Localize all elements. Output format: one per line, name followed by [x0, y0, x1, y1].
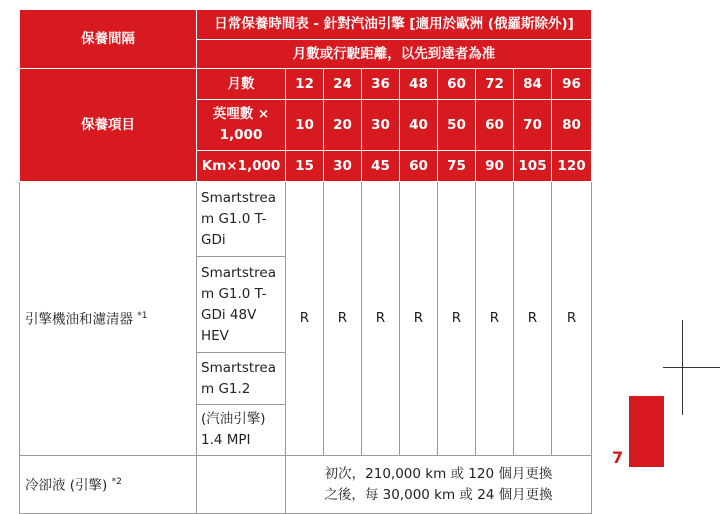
variant-line: GDi 48V	[201, 306, 257, 323]
schedule-title: 日常保養時間表 - 針對汽油引擎 [適用於歐洲 (俄羅斯除外)]	[197, 10, 592, 40]
replace-mark: R	[362, 182, 400, 456]
replace-mark: R	[438, 182, 476, 456]
engine-oil-label: 引擎機油和濾清器	[25, 311, 133, 328]
coolant-schedule	[286, 456, 592, 514]
page-number: 7	[612, 448, 624, 467]
months-label: 月數	[197, 69, 286, 100]
months-cell: 60	[438, 69, 476, 100]
engine-oil-item	[20, 182, 197, 456]
engine-variant	[197, 405, 286, 456]
months-cell: 72	[476, 69, 514, 100]
miles-label-line1: 英哩數 ×	[212, 106, 270, 122]
items-header: 保養項目	[20, 69, 197, 182]
coolant-label: 冷卻液 (引擎)	[25, 477, 108, 494]
variant-line: (汽油引擎)	[201, 411, 266, 427]
months-cell: 96	[552, 69, 592, 100]
section-tab	[629, 396, 664, 467]
miles-cell: 10	[286, 100, 324, 151]
footnote-ref: *2	[111, 477, 122, 488]
km-cell: 15	[286, 151, 324, 182]
schedule-subtitle: 月數或行駛距離，以先到達者為准	[197, 40, 592, 69]
replace-mark: R	[324, 182, 362, 456]
months-cell: 48	[400, 69, 438, 100]
maintenance-schedule-table	[19, 9, 592, 514]
miles-cell: 50	[438, 100, 476, 151]
variant-line: m G1.0 T-	[201, 210, 267, 227]
replace-mark: R	[552, 182, 592, 456]
replace-mark: R	[286, 182, 324, 456]
variant-line: Smartstrea	[201, 264, 276, 281]
miles-label-line2: 1,000	[219, 127, 263, 143]
engine-variant	[197, 353, 286, 405]
miles-cell: 30	[362, 100, 400, 151]
km-cell: 60	[400, 151, 438, 182]
km-label: Km×1,000	[197, 151, 286, 182]
coolant-blank	[197, 456, 286, 514]
miles-cell: 20	[324, 100, 362, 151]
miles-cell: 80	[552, 100, 592, 151]
km-cell: 105	[514, 151, 552, 182]
replace-mark: R	[476, 182, 514, 456]
crop-mark-horizontal	[663, 367, 720, 368]
variant-line: Smartstrea	[201, 189, 276, 206]
coolant-first: 初次，210,000 km 或 120 個月更換	[324, 465, 553, 482]
replace-mark: R	[514, 182, 552, 456]
miles-cell: 70	[514, 100, 552, 151]
km-cell: 90	[476, 151, 514, 182]
months-cell: 12	[286, 69, 324, 100]
variant-line: Smartstrea	[201, 359, 276, 376]
km-cell: 30	[324, 151, 362, 182]
miles-label	[197, 100, 286, 151]
months-cell: 84	[514, 69, 552, 100]
footnote-ref: *1	[137, 311, 148, 322]
variant-line: HEV	[201, 327, 229, 344]
km-cell: 120	[552, 151, 592, 182]
months-cell: 24	[324, 69, 362, 100]
km-cell: 75	[438, 151, 476, 182]
interval-header: 保養間隔	[20, 10, 197, 69]
variant-line: m G1.0 T-	[201, 285, 267, 302]
km-cell: 45	[362, 151, 400, 182]
coolant-item	[20, 456, 197, 514]
variant-line: m G1.2	[201, 380, 251, 397]
miles-cell: 40	[400, 100, 438, 151]
variant-line: 1.4 MPI	[201, 432, 251, 448]
replace-mark: R	[400, 182, 438, 456]
engine-variant	[197, 182, 286, 257]
coolant-after: 之後，每 30,000 km 或 24 個月更換	[324, 486, 553, 503]
months-cell: 36	[362, 69, 400, 100]
miles-cell: 60	[476, 100, 514, 151]
engine-variant	[197, 257, 286, 353]
variant-line: GDi	[201, 231, 226, 248]
